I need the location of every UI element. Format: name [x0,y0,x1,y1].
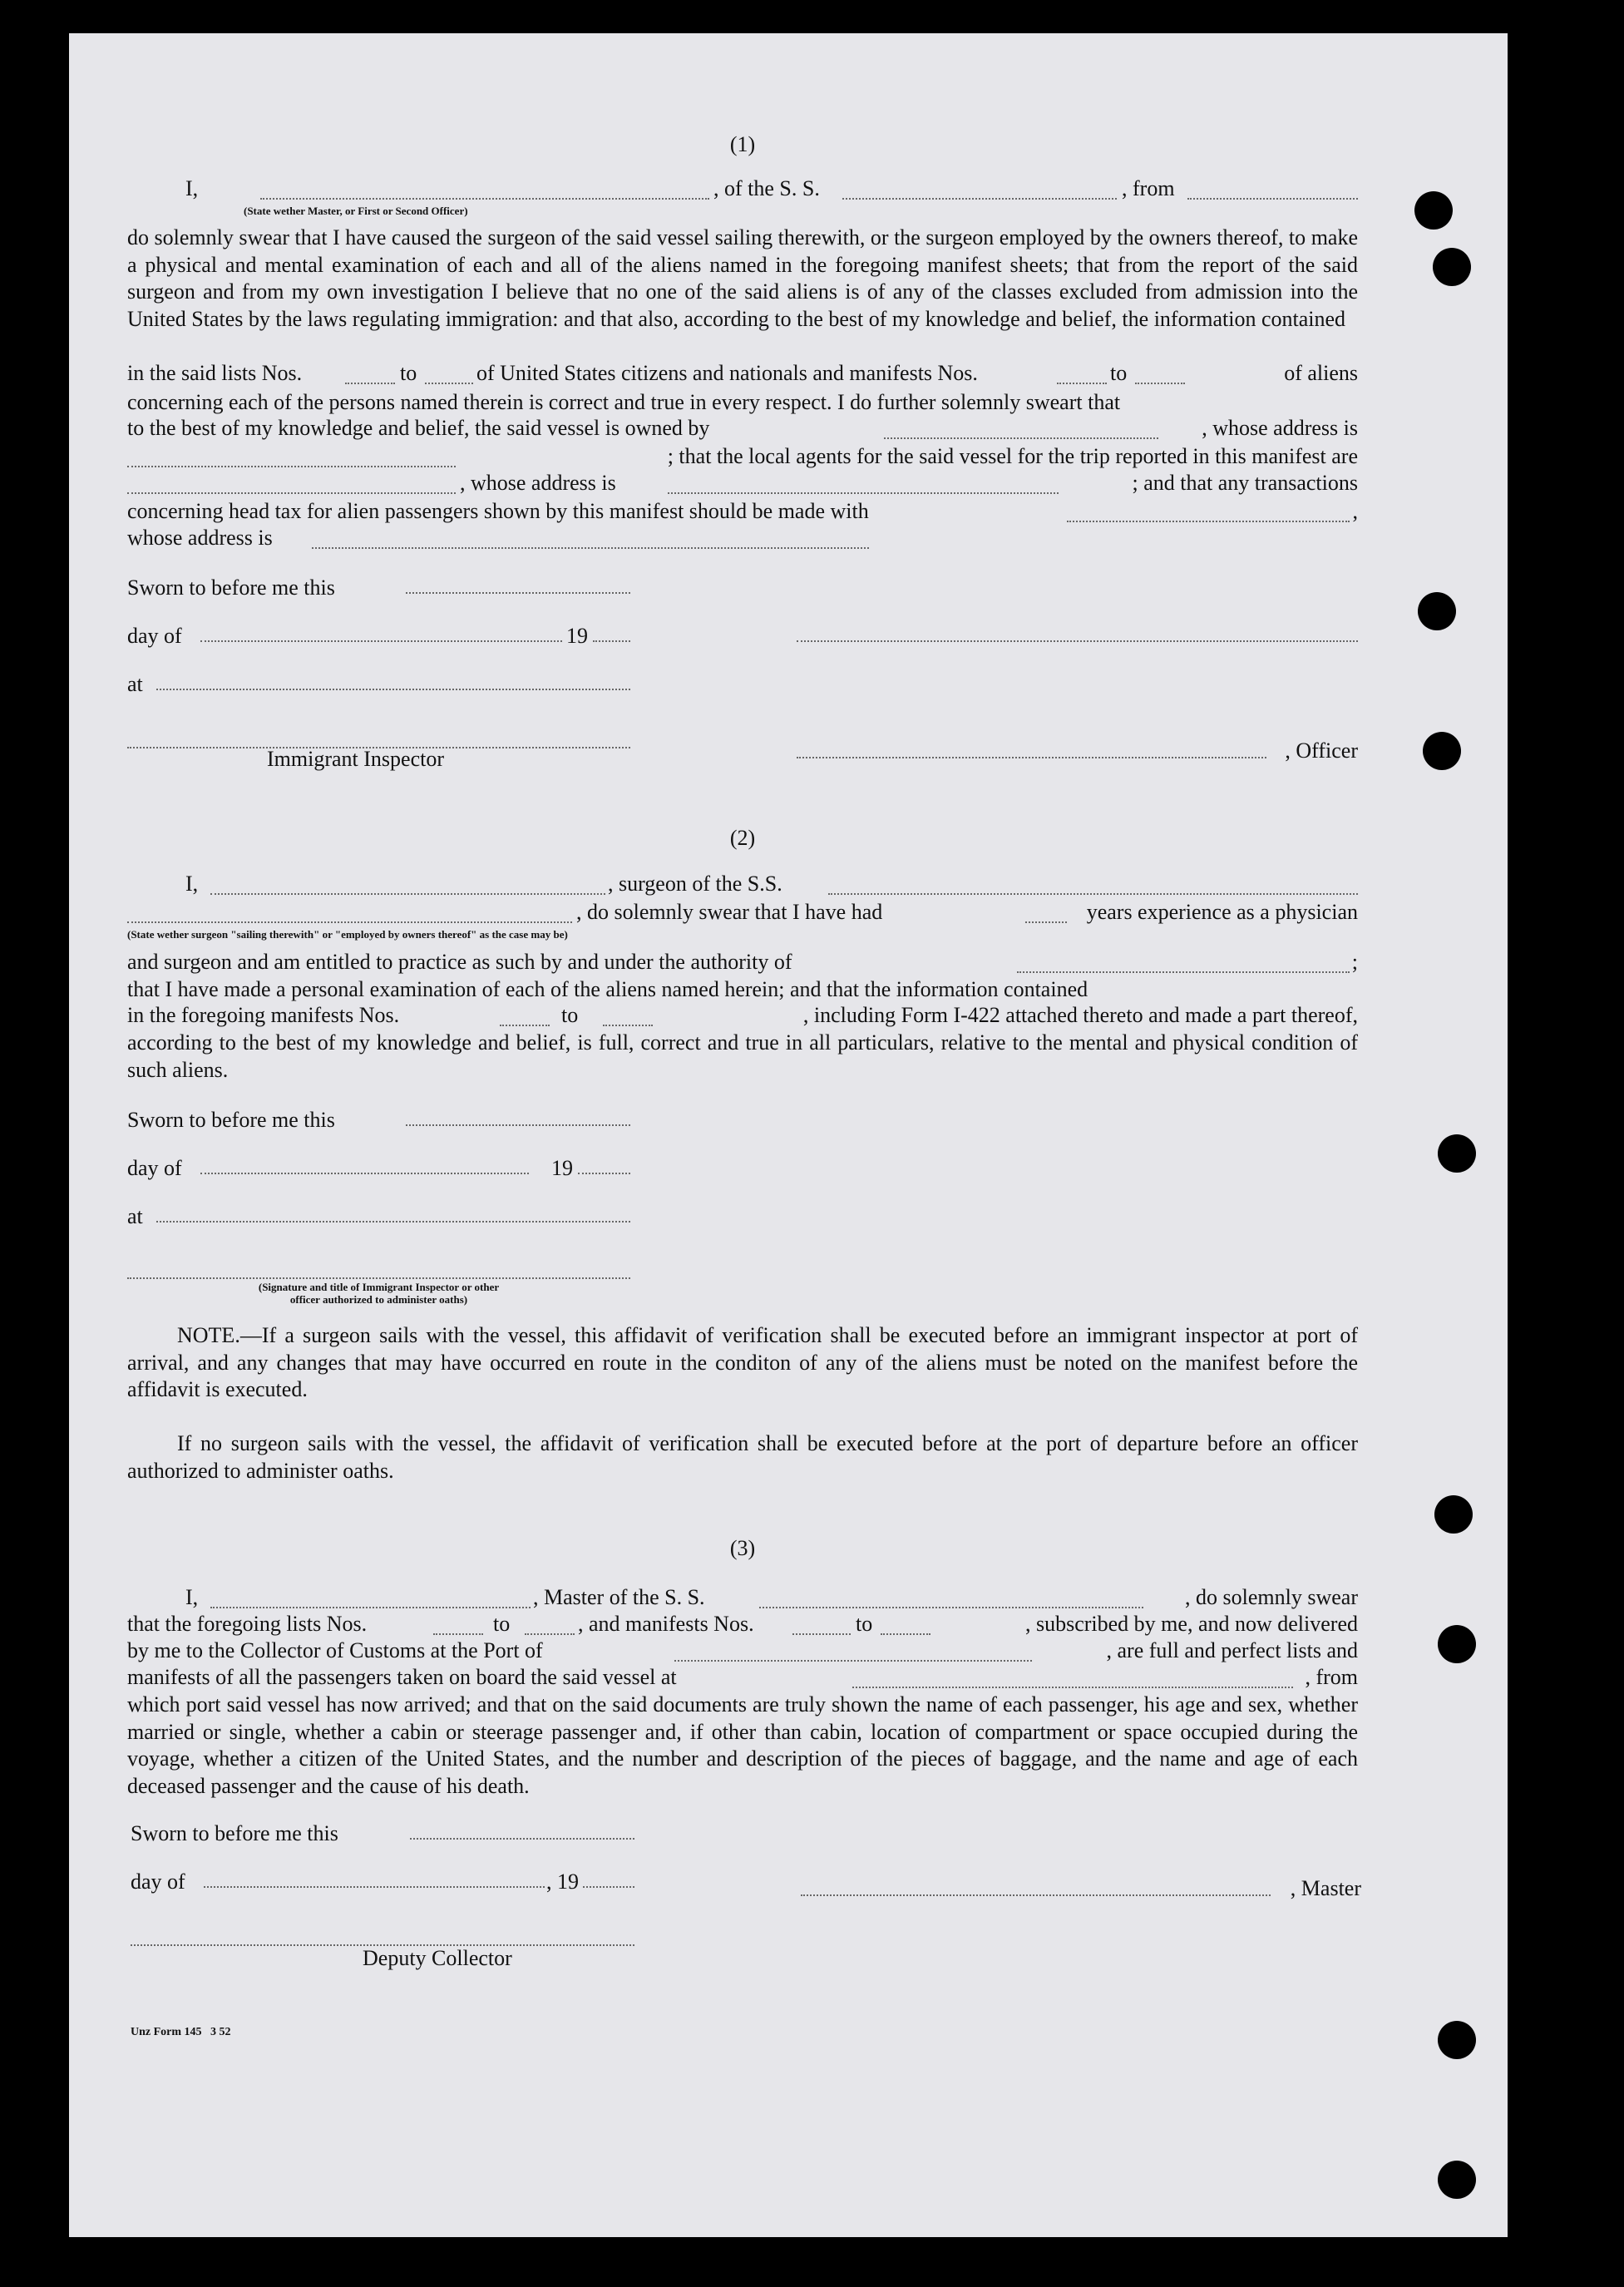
manifests-from-field[interactable] [792,1617,851,1635]
lists-from-field[interactable] [433,1617,483,1635]
section-number: (3) [729,1536,756,1560]
punch-hole [1438,1625,1476,1663]
at-label: at [127,672,143,696]
officer-label: , Officer [1285,738,1358,763]
punch-hole [1438,1134,1476,1173]
master-vessel-field[interactable] [759,1590,1143,1608]
board-port-field[interactable] [852,1670,1293,1688]
authority-field[interactable] [1017,955,1350,973]
master-signature-field[interactable] [801,1893,1271,1896]
punch-hole [1438,2161,1476,2199]
head-tax-address-field[interactable] [312,531,869,549]
punch-hole [1434,1495,1473,1534]
manifests-to-field[interactable] [881,1617,930,1635]
vessel-name-field[interactable] [842,181,1117,200]
agents-field[interactable] [127,476,456,494]
oath-paragraph: do solemnly swear that I have caused the surgeon of the said vessel sailing therewith, or the surgeon employed by the owners thereof, to make a physical and mental examination of each and all of the aliens named in the foregoing manifest sheets; that from the report of the said surgeon and from my own investigation I believe that no one of the said aliens is of any of the classes excluded from admission into the United States by the laws regulating immigration: and that also, according to the best of my knowledge and belief, the information contained [127,225,1358,331]
from-port-field[interactable] [1187,181,1358,200]
sworn-label: Sworn to before me this [127,1108,335,1132]
year-label: 19 [551,1156,573,1180]
exam-text: that I have made a personal examination of each of the aliens named herein; and that the information contained [127,977,1088,1001]
master-name-field[interactable] [210,1590,531,1608]
note-paragraph: NOTE.—If a surgeon sails with the vessel, this affidavit of verification shall be executed before an immigrant inspector at port of arrival, and any changes that may have occurred en route in the conditon of any of the aliens must be noted on the manifest before the affidavit is executed. [127,1323,1358,1401]
year-field[interactable] [578,1171,630,1174]
years-field[interactable] [1025,905,1067,923]
immigrant-inspector-label: Immigrant Inspector [267,747,444,771]
lists-from-field[interactable] [345,366,395,384]
field-caption: (State wether surgeon "sailing therewith" or "employed by owners thereof" as the case may be) [127,928,568,941]
day-field[interactable] [200,1171,529,1174]
punch-hole [1418,592,1456,630]
owner-address-field[interactable] [127,449,456,467]
master-oath-text: which port said vessel has now arrived; and that on the said documents are truly shown the name of each passenger, his age and sex, whether married or single, whether a cabin or steerage passenger and, if other than cabin, location of compartment or space occupied during the voyage, whether a citizen of the United States, and the number and description of the pieces of baggage, and the name and age of each deceased passenger and the cause of his death. [127,1692,1358,1798]
officer-line-field[interactable] [797,755,1266,758]
inspector-signature-field[interactable] [127,1276,630,1279]
sworn-date-field[interactable] [406,590,630,594]
sworn-date-field[interactable] [406,1123,630,1126]
day-label: day of [127,624,182,648]
year-field[interactable] [583,1884,634,1888]
lists-to-field[interactable] [425,366,473,384]
signature-caption: (Signature and title of Immigrant Inspector or other officer authorized to administer oaths) [258,1281,500,1306]
year-label: 19 [566,624,588,648]
form-number: Unz Form 145 3 52 [131,2026,231,2038]
sworn-date-field[interactable] [410,1836,634,1840]
manifests-to-field[interactable] [1135,366,1185,384]
punch-hole [1438,2021,1476,2059]
punch-hole [1433,248,1471,286]
note-paragraph-2: If no surgeon sails with the vessel, the affidavit of verification shall be executed before at the port of departure before an officer authorized to administer oaths. [127,1431,1358,1483]
field-caption: (State wether Master, or First or Second Officer) [244,205,468,217]
year-label: , 19 [546,1870,579,1894]
day-field[interactable] [204,1884,545,1888]
at-label: at [127,1204,143,1228]
belief-text: according to the best of my knowledge and belief, is full, correct and true in all particulars, relative to the mental and physical condition of such aliens. [127,1030,1358,1082]
sworn-label: Sworn to before me this [127,575,335,600]
oath-paragraph-2: concerning each of the persons named therein is correct and true in every respect. I do further solemnly sweart that [127,390,1121,414]
surgeon-name-field[interactable] [210,877,605,895]
manifests-from-field[interactable] [1057,366,1107,384]
lists-to-field[interactable] [525,1617,575,1635]
punch-hole [1414,191,1453,230]
officer-signature-field[interactable] [797,639,1358,642]
day-field[interactable] [200,639,562,642]
manifest-from-field[interactable] [500,1008,550,1026]
head-tax-field[interactable] [1067,504,1350,522]
at-field[interactable] [156,687,630,690]
day-label: day of [127,1156,182,1180]
at-field[interactable] [156,1219,630,1223]
form-sheet: (1) I, , of the S. S. , from (State wether Master, or First or Second Officer) do solemnly swear that I have caused the surgeon of the said vessel sailing therewith, or the surgeon employed by the owners thereof, to make a physical and mental examination of each and all of the aliens named in the foregoing manifest sheets; that from the report of the said surgeon and from my own investigation I believe that no one of the said aliens is of any of the classes excluded from admission into the United States by the laws regulating immigration: and that also, according to the best of my knowledge and belief, the information contained in the said lists Nos. to of United States citizens and nationals and manifests Nos. to of aliens concerning each of the persons named therein is correct and true in every respect. I do further solemnly sweart that to the best of my knowledge and belief, the said vessel is owned by , whose address is ; that the local agents for the said vessel for the trip reported in this manifest are , whose address is ; and that any transactions concerning head tax for alien passengers shown by this manifest should be made with , whose address is Sworn to before me this day of 19 at Immigrant Inspector , Officer (2) I, , surgeon of the S.S. , do solemnly swear that I have had years experience as a physician (State wether surgeon "sailing therewith" or "employed by owners thereof" as the case may be) and surgeon and am entitled to practice as such by and under the authority of ; that I have made a personal examination of each of the aliens named herein; and that the information contained in the foregoing manifests Nos. to , including Form I-422 attached thereto and made a part thereof, according to the best of my knowledge and belief, is full, correct and true in all particulars, relative to the mental and physical condition of such aliens. Sworn to before me this day of 19 at (Signature and title of Immigrant Inspector or other officer authorized to administer oaths) NOTE.—If a surgeon sails with the vessel, this affidavit of verification shall be executed before an immigrant inspector at port of arrival, and any changes that may have occurred en route in the conditon of any of the aliens must be noted on the manifest before the affidavit is executed. If no surgeon sails with the vessel, the affidavit of verification shall be executed before at the port of departure before an officer authorized to administer oaths. (3) I, , Master of the S. S. , do solemnly swear that the foregoing lists Nos. to , and manifests Nos. to , subscribed by me, and now delivered by me to the Collector of Customs at the Port of , are full and perfect lists and manifests of all the passengers taken on board the said vessel at , from which port said vessel has now arrived; and that on the said documents are truly shown the name of each passenger, his age and sex, whether married or single, whether a cabin or steerage passenger and, if other than cabin, location of compartment or space occupied during the voyage, whether a citizen of the United States, and the number and description of the pieces of baggage, and the name and age of each deceased passenger and the cause of his death. Sworn to before me this day of , 19 , Master Deputy Collector Unz Form 145 3 52 [69,33,1508,2237]
day-label: day of [131,1870,185,1894]
deputy-collector-label: Deputy Collector [363,1946,512,1970]
section-number: (1) [729,132,756,156]
officer-name-field[interactable] [260,181,709,200]
year-field[interactable] [593,639,630,642]
sworn-label: Sworn to before me this [131,1821,338,1845]
section-number: (2) [729,826,756,850]
agents-address-field[interactable] [668,476,1059,494]
surgeon-vessel-field[interactable] [828,877,1358,895]
surgeon-status-field[interactable] [127,905,572,923]
manifest-to-field[interactable] [603,1008,653,1026]
punch-hole [1423,732,1461,770]
port-field[interactable] [674,1643,1032,1662]
master-label: , Master [1290,1876,1361,1900]
owner-field[interactable] [884,421,1158,439]
